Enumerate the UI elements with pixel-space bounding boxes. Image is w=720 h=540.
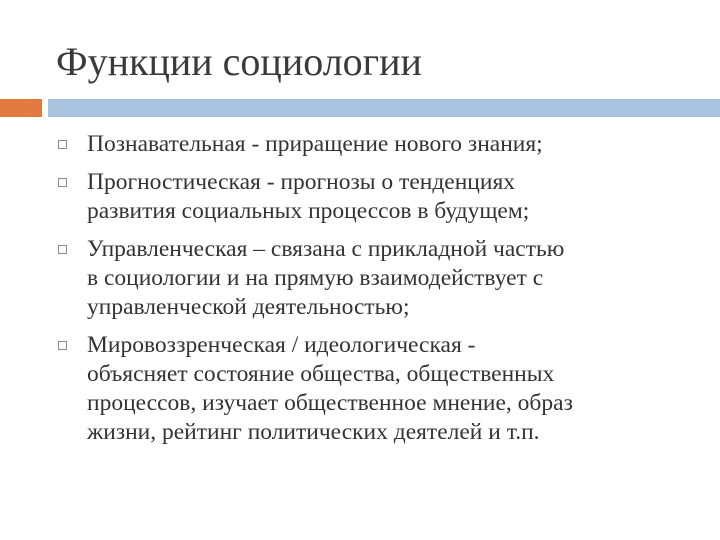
bullet-line: в социологии и на прямую взаимодействует с	[87, 265, 544, 291]
bullet-line: развития социальных процессов в будущем;	[87, 198, 530, 224]
bullet-item-worldview	[56, 331, 696, 447]
header-divider-bar	[48, 99, 720, 117]
square-bullet-icon	[58, 341, 67, 350]
bullet-item-managerial	[56, 235, 696, 322]
bullet-line: управленческой деятельностью;	[87, 294, 410, 320]
bullet-line: Мировоззренческая / идеологическая -	[87, 332, 476, 358]
square-bullet-icon	[58, 140, 67, 149]
bullet-item-prognostic	[56, 168, 696, 226]
square-bullet-icon	[58, 178, 67, 187]
bullet-line: Прогностическая - прогнозы о тенденциях	[87, 169, 516, 195]
bullet-line: процессов, изучает общественное мнение, образ	[87, 390, 573, 416]
bullet-line: жизни, рейтинг политических деятелей и т.п.	[87, 419, 540, 445]
bullet-item-cognitive	[56, 130, 696, 159]
bullet-line: Познавательная - приращение нового знания;	[87, 131, 543, 157]
bullet-list	[56, 130, 696, 456]
square-bullet-icon	[58, 245, 67, 254]
bullet-line: Управленческая – связана с прикладной частью	[87, 236, 565, 262]
accent-bar	[0, 99, 42, 117]
slide-title: Функции социологии	[56, 39, 422, 84]
bullet-line: объясняет состояние общества, общественных	[87, 361, 555, 387]
